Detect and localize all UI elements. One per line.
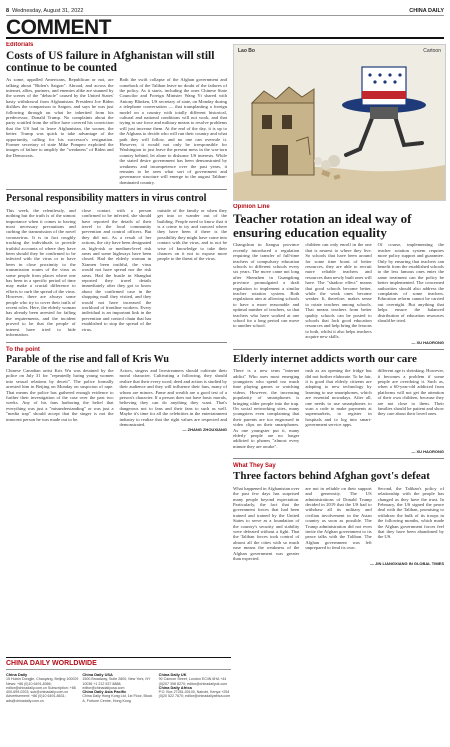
elderly-col1: There is a new term "internet addict" Who uses most emerging youngsters who spend too much time playing games or watching videos. However, the increasing popularity of smartphones is bringing older people into the trap. On social networking sites, many youngsters even complaining that their parents are too engrossed in video clips on their smartphones. As one youngster put it, many elderly people are no longer addicted to phones "almost every minute they are awake". [233, 368, 300, 449]
footer-col2-text: 1500 Broadway, Suite 2800, New York, NY 10036 +1 212 537 8888; editor@chinadailyusa.com [82, 677, 151, 690]
footer-col1-head: China Daily [6, 672, 28, 677]
second-editorial-col3: outside of the family or when they get into or wander out of the building. People need to know that it is a crime to try and conceal where they have been if there is the possibility they might have come into contact with the virus, and to not be wise of knowledge to take their chances on it not to expose more people to the threat of the virus. [157, 207, 227, 262]
lead-editorial-col1: As some, appalled Americans, Republican or not, are talking about "Biden's Saigon". Abroad, and across the internet, allies, partners, and enemies alike are stunned by the scenes of the "debacle" caused by the United States' hasty withdrawal from Afghanistan. President Joe Biden dislikes the comparison to Saigon, and says he was just following through on what he inherited from his predecessor, Donald Trump. No complaints about the party scuttled from the office have covered his conviction that the US had to leave Afghanistan, the sooner, the better. Trump was quick to take advantage of the opportunity, calling for his successor's resignation. Former secretary of state Mike Pompeo exploited the images of failure to amplify the "weakness" of Biden and the Democrats. [6, 77, 114, 158]
elderly-col2: rush as an opening the fridge but did not further elaborate. To be fair, it is good that elderly citizens are adapting to new technology by learning to use smartphones, which are essential nowadays. After all, one needs to use smartphones to scan a code to make payments at supermarkets, to register in hospitals and to log into smart-government service apps. [305, 368, 372, 428]
footer-col2b-text: China Daily Hong Kong Ltd, 1st Floor, Block A, Fortune Centre, Hong Kong [82, 694, 153, 703]
opinion-headline: Teacher rotation an ideal way of ensuring education equality [233, 211, 412, 240]
second-editorial-body [6, 208, 227, 338]
lead-editorial-headline: Costs of US failure in Afghanistan will still continue to be counted [6, 50, 215, 75]
cartoon-label: Cartoon [423, 48, 441, 54]
newspaper-page [6, 6, 444, 741]
to-the-point-headline: Parable of the rise and fall of Kris Wu [6, 353, 169, 365]
to-the-point-col1: Chinese Canadian artist Kris Wu was detained by the police on July 31 for "repeatedly luring young women into sexual relations by deceit". The police formally arrested him in Beijing on Monday on suspicion of rape. That means the police has gathered enough evidence to further their investigation of the case over the past two weeks. Any of his fans harboring the belief that everything was just a "misunderstanding" or was just a "media trap" should accept that the singer is not the innocent person he was made out to be. [6, 368, 114, 422]
footer-col3-text: 90 Cannon Street, London EC4N 6HA +44 (0)207 398 8270; editor@chinadailyuk.com [158, 677, 228, 686]
lead-editorial-col2: Both the swift collapse of the Afghan government and comeback of the Taliban leave no doubt of the failures of the policy. As it starts, including the ones Chinese State Councilor and Foreign Minister Wang Yi shared with Antony Blinken, US secretary of state, on Monday during a telephone conversation — that transplanting a foreign model on a country with totally different historical, cultural and national conditions will not work, and that trying to use force and military means to resolve problems will just increase them. At the end of the day, it is up to the Afghans to decide who will run their country and what path they will follow, and no one can overrule it. However, it would not only be irresponsible for Washington to just leave the present mess in the war-torn country behind, let alone to dishonor US interests. While the stated desire government has been demonstrated by weakness and incompetence over the past years, it remains to be seen what sort of government and governance structure will emerge in the august Taliban-dominated country. [119, 77, 227, 185]
what-they-say-col3: Second, the Taliban's policy of relationship with the people has changed as they have the trust. In February, the US signed the peace deal with the Taliban, promising to withdraw the bulk of its troops in the following months, which made the Afghan government forces feel that they have been abandoned by the US. [377, 485, 444, 540]
paper-name: CHINA DAILY [409, 7, 444, 14]
footer-col1-text: 15 Huixin Dongjie, Chaoyang, Beijing 100029 News: +86 (0)10 6491-8366; editor@chinadaily.com.cn Subscription: +86 400-699-0203; sub@chinadaily.com.cn Advertisement: +86 (0)10 6491-8631; ads@chinadaily.com.cn [6, 677, 79, 703]
opinion-signature: — XU HAORONG [411, 339, 444, 345]
editorials-label: Editorials [6, 42, 34, 48]
footer-title: CHINA DAILY WORLDWIDE [6, 658, 231, 670]
page-topline [6, 6, 444, 16]
section-masthead: COMMENT [6, 16, 444, 39]
footer-col3-head: China Daily UK [158, 672, 187, 677]
what-they-say-body [233, 486, 444, 562]
footer-col2-head: China Daily USA [82, 672, 113, 677]
dateline: Wednesday, August 31, 2022 [12, 7, 84, 14]
left-column [6, 42, 227, 432]
opinion-body [233, 242, 444, 339]
what-they-say-col2: are not in reliable on their support and generosity. The US administrations of Donald Trump decided in 2019 that the US had to withdraw all its military and civilian involvement in the Asian country as soon as possible. The Trump administration did not even invite the Afghan government to its peace talks with the Taliban. The Afghan government was left unprepared to fend its own. [305, 485, 372, 551]
opinion-col2: children can only enroll in the one that is nearest to where they live. So schools that have been around for some time boast of better resources, they are able to recruit more reliable teachers and resources than newly built ones will have. The "shadow effect" means that good schools become better, while the weak ones become weaker. It, therefore, makes sense to rotate teachers among schools. That means teachers from better quality schools can be posted to schools that lack good education resources and help bring the lessons to both, whilst it also helps teachers acquire new skills. [305, 242, 372, 340]
what-they-say-label: What They Say [233, 463, 276, 470]
footer-col2b-head: China Daily Asia Pacific [82, 689, 127, 695]
to-the-point-signature: — ZHANG ZHOUXIANG [182, 427, 227, 433]
right-column [233, 204, 444, 566]
elderly-col3: different age is shrinking. However, it becomes a problem if some people are overdoing it. Such as, when a 60-year-old addicted from platforms will not get the attention of their own children, because they are not close to them. Their families should be patient and show they care about their loved ones. [377, 368, 444, 417]
cartoon-credit: Lao Bo [238, 48, 255, 54]
lead-editorial-body [6, 77, 227, 185]
to-the-point-col2: Actors, singers and livestreamers should cultivate their moral character. Cultivating a following, they should realize that their every word, deed and action is studied by their audience and they will influence their fans, many of whom are minors. Fame and wealth are a good test of a person's character. If a person does not have basic morals, believing they can do anything they want. That's dangerous not to fans and their fans to such as well. Maybe it's time for all the celebrities in the entertainment industry to realize that the right values are respected and demonstrated. [119, 368, 227, 428]
opinion-col3: Of course, implementing the teacher rotation system requires more policy support and guarantee. Only by ensuring that teachers can benefit from the established schools to the less famous ones enter the same treatment can the policy be better implemented. The concerned authorities should also address the complaints of some teachers. Education reform cannot be carried out overnight. But anything that helps ensure the balanced distribution of education resources should be tried. [377, 242, 444, 323]
elderly-signature: — XU HAORONG [411, 449, 444, 455]
what-they-say-col1: What happened in Afghanistan over the past few days has surprised many people beyond expectation. Particularly, the fact that the government forces that had been trained and trained by the United States to serve as a foundation of the country's security and stability were defeated without a fight. That the Taliban forces took control of almost all the cities with so much ease means the weakness of the Afghan government was greater than expected. [233, 485, 300, 562]
worldwide-footer [6, 657, 231, 742]
cartoon-illustration [234, 45, 445, 200]
footer-col3b-text: P.O. Box 27281-00100, Nairobi, Kenya +254 (0)20 522 7670; editor@chinadailyafrica.com [158, 690, 231, 699]
second-editorial-col2: close contact with a person confirmed to be infected, she should have reported the details of their travel to the local community prevention and control officers. But they did not. As a result of her actions, the city have been designated as high-risk or medium-level risk areas and some highways have been closed. Had the elderly woman in Xiamen been truthful, the virus would not have spread nor the risk areas. Had the bustle in Shanghai reported they travel details immediately after they got to know about the confirmed case in the shopping mall they visited, and they would not have increased the workload of frontline workers. Every individual is an important link in the prevention and control chain that has established to stop the spread of the virus. [81, 207, 152, 332]
opinion-col1: Changchun in Jiangsu province recently introduced a regulation requiring the transfer of full-time teachers of compulsory education schools to different schools every six years. The move came not long after Shenzhen in Guangdong province promulgated a draft regulation to implement a similar teacher rotation system. Both regulations aim at allowing schools to have a more reasonable and optimal number of teachers, so that teachers who have worked at one school for a long period can move to another school. [233, 242, 300, 329]
elderly-headline: Elderly internet addicts worth our care [233, 352, 417, 365]
editorial-cartoon [233, 44, 446, 201]
opinion-line-label: Opinion Line [233, 204, 270, 210]
to-the-point-label: To the point [6, 346, 40, 353]
what-they-say-signature: — JIN LIANGXIANG IN GLOBAL TIMES [370, 561, 444, 567]
second-editorial-headline: Personal responsibility matters in virus control [6, 193, 207, 205]
second-editorial-col1: This week, the relentlessly, and nothing but the truth is of the utmost importance when it comes to having most necessary precautions and curbing the transmission of the novel coronavirus. It is in fact roughly tracking the individuals to provide truthful accounts of where they have been should they be confirmed to be infected with the virus or to have been in close proximity to the transmission routes of the virus as some people from places where one has been in a specific period of time may make a crucial difference to efforts to curb the spread of the virus. However, there are always some people who try to cover their trails of recent roles. Here, the elderly woman has already been arrested for failing the requirements, and the incident proved to be that the people of interest have tried to hide information. [6, 207, 76, 338]
page-number: 8 [6, 7, 10, 14]
to-the-point-body [6, 368, 227, 427]
what-they-say-headline: Three factors behind Afghan govt's defeat [233, 470, 430, 483]
footer-col3b-head: China Daily Africa [158, 684, 192, 690]
elderly-body [233, 368, 444, 449]
